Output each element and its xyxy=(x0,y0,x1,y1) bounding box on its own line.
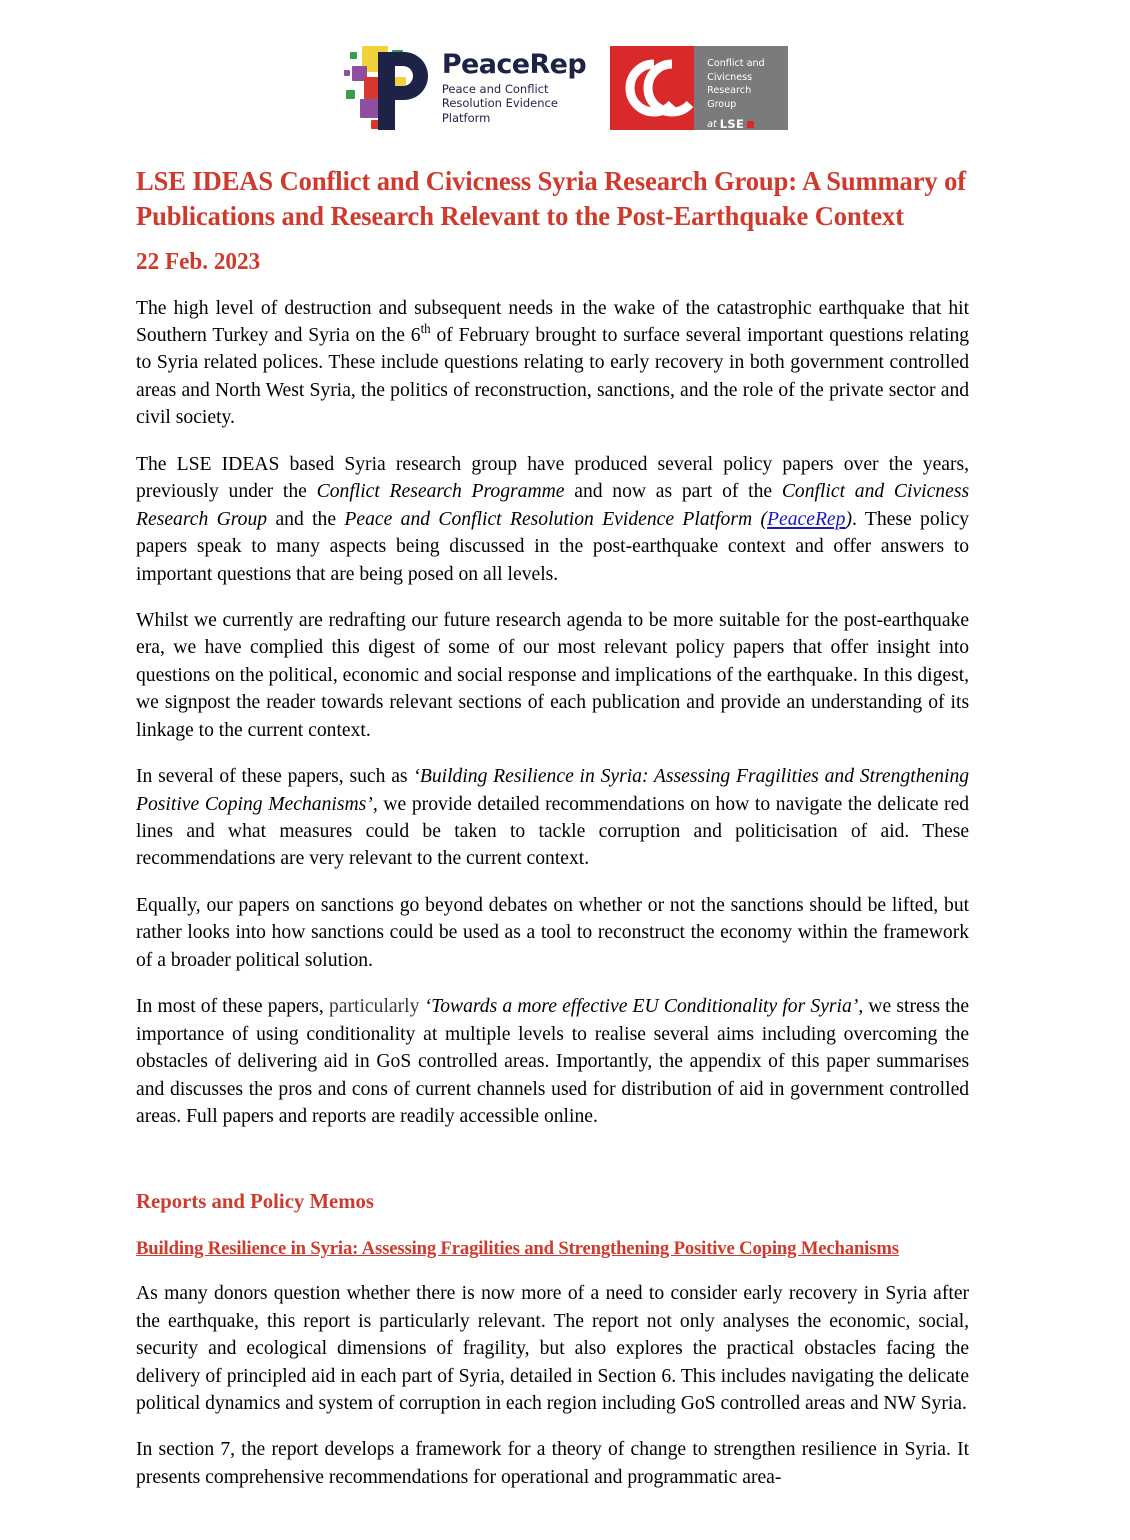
section-heading-reports: Reports and Policy Memos xyxy=(136,1189,374,1214)
programme-name-italic: Conflict Research Programme xyxy=(316,480,565,503)
peacerep-tagline-line-2: Resolution Evidence xyxy=(441,96,558,111)
paragraph-4 xyxy=(136,763,969,873)
peacerep-tagline-line-1: Peace and Conflict xyxy=(441,82,549,97)
paragraph-4-part-b: , we provide detailed recommendations on how to navigate the delicate red lines and what measures could be taken to tackle corruption and politicisation of aid. These recommendations are very relevant to the current context. xyxy=(136,792,970,870)
paragraph-2 xyxy=(136,451,969,588)
ccrg-line-2: Civicness xyxy=(707,71,753,83)
research-group-name-italic: Conflict and Civicness Research Group xyxy=(136,480,970,530)
paragraph-6 xyxy=(136,993,969,1130)
paragraph-2-part-b: and now as part of the xyxy=(564,480,782,503)
paragraph-6-part-a: In most of these papers, xyxy=(136,995,329,1018)
document-date: 22 Feb. 2023 xyxy=(136,249,261,276)
ccrg-monogram-icon xyxy=(610,46,694,130)
peacerep-tagline-line-3: Platform xyxy=(441,110,491,125)
eu-conditionality-title-italic: ‘Towards a more effective EU Conditionality for Syria’, xyxy=(424,995,864,1018)
ccrg-line-3: Research xyxy=(707,85,752,97)
document-body xyxy=(136,163,1002,1491)
paragraph-3: Whilst we currently are redrafting our future research agenda to be more suitable for the post-earthquake era, we have complied this digest of some of our most relevant policy papers that offer insight into questions on the political, economic and social response and implications of the earthquake. In this digest, we signpost the reader towards relevant sections of each publication and provide an understanding of its linkage to the current context. xyxy=(136,608,970,741)
ccrg-name-block xyxy=(694,46,788,130)
ccrg-at-lse xyxy=(707,116,788,132)
paragraph-2-close-paren: ) xyxy=(845,507,852,530)
paragraph-2-part-d: . These policy papers speak to many aspects being discussed in the post-earthquake context and offer answers to important questions that are being posed on all levels. xyxy=(136,507,970,585)
paragraph-2-part-c: and the xyxy=(267,507,345,530)
peacerep-logo xyxy=(342,42,586,134)
building-resilience-title-italic: ‘Building Resilience in Syria: Assessing Fragilities and Strengthening Positive Coping Mechanisms’ xyxy=(136,765,970,815)
paragraph-4-part-a: In several of these papers, such as xyxy=(136,765,414,788)
ccrg-line-4: Group xyxy=(707,98,737,110)
paragraph-6-emphasis-word: particularly xyxy=(328,995,420,1018)
peacerep-logo-mark-icon xyxy=(342,44,434,132)
paragraph-7: As many donors question whether there is now more of a need to consider early recovery in Syria after the earthquake, this report is particularly relevant. The report not only analyses the economic, social, security and ecological dimensions of fragility, but also explores the practical obstacles facing the delivery of principled aid in each part of Syria, detailed in Section 6. This includes navigating the delicate political dynamics and system of corruption in each region including GoS controlled areas and NW Syria. xyxy=(136,1282,970,1414)
paragraph-8: In section 7, the report develops a framework for a theory of change to strengthen resilience in Syria. It presents comprehensive recommendations for operational and programmatic area- xyxy=(136,1438,970,1488)
ccrg-at-label: at xyxy=(707,118,717,130)
peacerep-name: PeaceRep xyxy=(441,48,587,80)
platform-name-italic: Peace and Conflict Resolution Evidence Platform ( xyxy=(344,507,768,530)
building-resilience-report-link[interactable]: Building Resilience in Syria: Assessing Fragilities and Strengthening Positive Coping Mechanisms xyxy=(136,1238,899,1260)
peacerep-tagline xyxy=(442,82,586,125)
ccrg-lse-label: LSE xyxy=(719,117,745,132)
ordinal-suffix: th xyxy=(420,321,431,337)
paragraph-1 xyxy=(136,295,969,432)
peacerep-wordmark xyxy=(441,48,587,125)
paragraph-1-part-a: The high level of destruction and subsequent needs in the wake of the catastrophic earthquake that hit Southern Turkey and Syria on the 6 xyxy=(136,296,970,346)
peacerep-p-letter-icon xyxy=(376,52,428,130)
ccrg-line-1: Conflict and xyxy=(707,58,765,69)
peacerep-hyperlink[interactable]: PeaceRep xyxy=(767,507,846,530)
paragraph-2-part-a: The LSE IDEAS based Syria research group have produced several policy papers over the years, previously under the xyxy=(136,452,970,503)
page-title: LSE IDEAS Conflict and Civicness Syria Research Group: A Summary of Publications and Research Relevant to the Post-Earthquake Context xyxy=(136,165,967,232)
lse-red-square-icon xyxy=(747,121,754,128)
logo-header xyxy=(0,42,1130,134)
paragraph-1-part-b: of February brought to surface several important questions relating to Syria related polices. These include questions relating to early recovery in both government controlled areas and North West Syria, the politics of reconstruction, sanctions, and the role of the private sector and civil society. xyxy=(136,324,970,429)
paragraph-5: Equally, our papers on sanctions go beyond debates on whether or not the sanctions should be lifted, but rather looks into how sanctions could be used as a tool to reconstruct the economy within the framework of a broader political solution. xyxy=(136,893,970,971)
paragraph-6-part-c: we stress the importance of using conditionality at multiple levels to realise several aims including overcoming the obstacles of delivering aid in GoS controlled areas. Importantly, the appendix of this paper summarises and discusses the pros and cons of current channels used for distribution of aid in government controlled areas. Full papers and reports are readily accessible online. xyxy=(136,995,970,1127)
ccrg-logo xyxy=(610,46,788,130)
